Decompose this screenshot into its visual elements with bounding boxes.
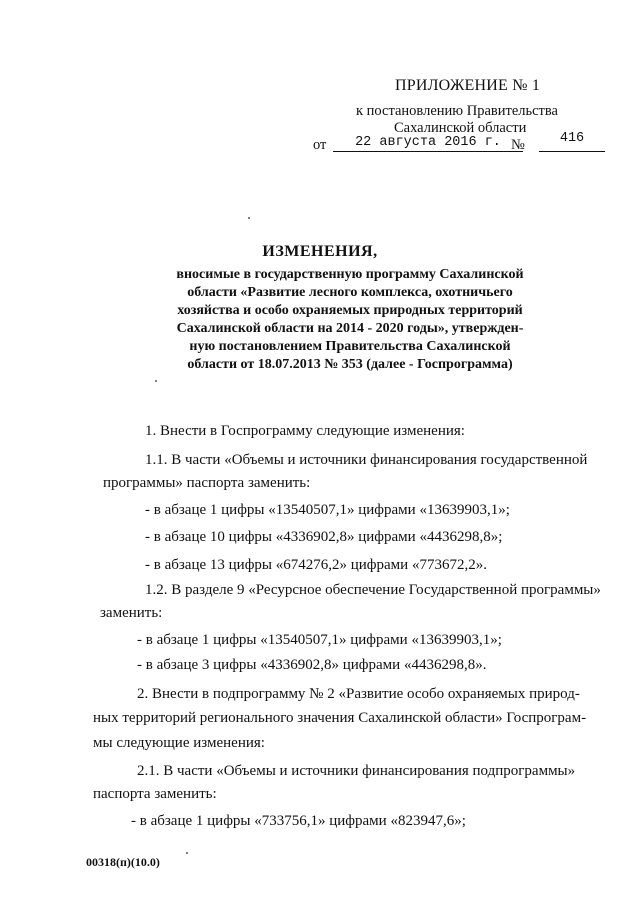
- decree-date: 22 августа 2016 г.: [333, 135, 523, 152]
- subtitle-line: области «Развитие лесного комплекса, охотничьего: [187, 285, 513, 300]
- body-line: ных территорий регионального значения Сахалинской области» Госпрограм-: [93, 710, 587, 726]
- scan-speck: [248, 217, 250, 219]
- footer-document-code: 00318(п)(10.0): [86, 855, 160, 869]
- body-line: - в абзаце 3 цифры «4336902,8» цифрами «4436298,8».: [137, 657, 487, 673]
- appendix-region-line: Сахалинской области: [394, 120, 527, 136]
- body-line: программы» паспорта заменить:: [103, 475, 311, 491]
- body-line: паспорта заменить:: [93, 786, 217, 802]
- body-line: - в абзаце 1 цифры «13540507,1» цифрами «13639903,1»;: [137, 632, 502, 648]
- decree-date-number-row: [313, 131, 608, 157]
- body-line: мы следующие изменения:: [93, 735, 265, 751]
- subtitle-line: вносимые в государственную программу Сахалинской: [176, 267, 524, 282]
- decree-number: 416: [539, 131, 605, 152]
- document-subtitle: [140, 266, 560, 374]
- body-line: заменить:: [100, 605, 163, 621]
- body-line: - в абзаце 1 цифры «733756,1» цифрами «823947,6»;: [131, 813, 466, 829]
- decree-number-sign: №: [511, 137, 525, 153]
- body-line: 1. Внести в Госпрограмму следующие изменения:: [145, 423, 465, 439]
- body-line: - в абзаце 1 цифры «13540507,1» цифрами «13639903,1»;: [145, 502, 510, 518]
- decree-from-label: от: [313, 137, 327, 153]
- subtitle-line: хозяйства и особо охраняемых природных территорий: [177, 303, 523, 318]
- subtitle-line: области от 18.07.2013 № 353 (далее - Госпрограмма): [187, 357, 513, 372]
- body-line: 2. Внести в подпрограмму № 2 «Развитие особо охраняемых природ-: [137, 686, 580, 702]
- body-line: 2.1. В части «Объемы и источники финансирования подпрограммы»: [137, 763, 576, 779]
- body-line: - в абзаце 13 цифры «674276,2» цифрами «773672,2».: [145, 557, 487, 573]
- body-line: - в абзаце 10 цифры «4336902,8» цифрами «4436298,8»;: [145, 529, 503, 545]
- appendix-decree-line: к постановлению Правительства: [356, 103, 558, 119]
- body-line: 1.2. В разделе 9 «Ресурсное обеспечение Государственной программы»: [145, 582, 601, 598]
- scan-speck: [155, 380, 157, 382]
- scan-speck: [186, 852, 188, 854]
- document-title: ИЗМЕНЕНИЯ,: [262, 243, 378, 260]
- body-line: 1.1. В части «Объемы и источники финансирования государственной: [145, 452, 588, 468]
- subtitle-line: ную постановлением Правительства Сахалинской: [189, 339, 511, 354]
- subtitle-line: Сахалинской области на 2014 - 2020 годы», утвержден-: [176, 321, 524, 336]
- appendix-title: ПРИЛОЖЕНИЕ № 1: [395, 77, 541, 94]
